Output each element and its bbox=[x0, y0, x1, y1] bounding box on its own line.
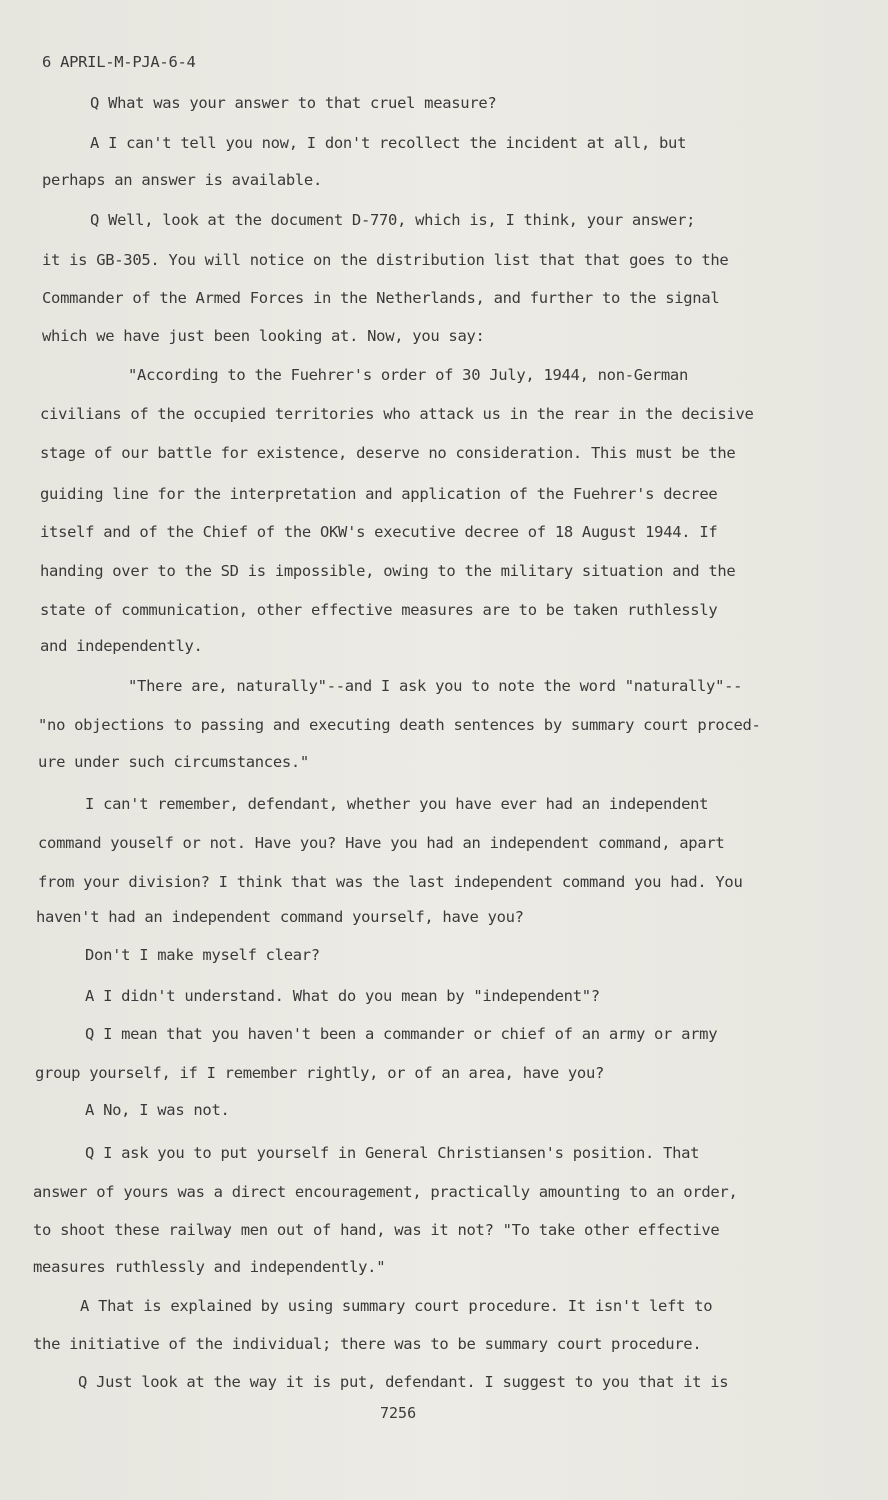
text-line: I can't remember, defendant, whether you have ever had an independent bbox=[85, 795, 709, 813]
text-line: the initiative of the individual; there was to be summary court procedure. bbox=[33, 1335, 702, 1353]
text-line: command youself or not. Have you? Have you had an independent command, apart bbox=[38, 834, 725, 852]
text-line: A No, I was not. bbox=[85, 1101, 230, 1119]
text-line: to shoot these railway men out of hand, was it not? "To take other effective bbox=[33, 1221, 720, 1239]
text-line: answer of yours was a direct encouragement, practically amounting to an order, bbox=[33, 1183, 738, 1201]
text-line: Commander of the Armed Forces in the Netherlands, and further to the signal bbox=[42, 289, 720, 307]
text-line: A I can't tell you now, I don't recollect the incident at all, but bbox=[90, 134, 687, 152]
quote-line: guiding line for the interpretation and application of the Fuehrer's decree bbox=[40, 485, 718, 503]
quote-line: state of communication, other effective measures are to be taken ruthlessly bbox=[40, 601, 718, 619]
text-line: A That is explained by using summary court procedure. It isn't left to bbox=[80, 1297, 713, 1315]
quote-line: "According to the Fuehrer's order of 30 July, 1944, non-German bbox=[128, 366, 688, 384]
text-line: Q Just look at the way it is put, defendant. I suggest to you that it is bbox=[78, 1373, 729, 1391]
text-line: Q What was your answer to that cruel measure? bbox=[90, 94, 497, 112]
document-header: 6 APRIL-M-PJA-6-4 bbox=[42, 53, 196, 71]
text-line: A I didn't understand. What do you mean by "independent"? bbox=[85, 987, 600, 1005]
text-line: it is GB-305. You will notice on the distribution list that that goes to the bbox=[42, 251, 729, 269]
text-line: from your division? I think that was the last independent command you had. You bbox=[38, 873, 743, 891]
text-line: haven't had an independent command yourself, have you? bbox=[36, 908, 524, 926]
text-line: Q I mean that you haven't been a commander or chief of an army or army bbox=[85, 1025, 718, 1043]
quote-line: ure under such circumstances." bbox=[38, 753, 309, 771]
text-line: measures ruthlessly and independently." bbox=[33, 1258, 386, 1276]
quote-line: "no objections to passing and executing death sentences by summary court proced- bbox=[38, 716, 761, 734]
text-line: Q Well, look at the document D-770, which is, I think, your answer; bbox=[90, 211, 696, 229]
quote-line: civilians of the occupied territories who attack us in the rear in the decisive bbox=[40, 405, 754, 423]
quote-line: handing over to the SD is impossible, owing to the military situation and the bbox=[40, 562, 736, 580]
text-line: Q I ask you to put yourself in General Christiansen's position. That bbox=[85, 1144, 700, 1162]
text-line: group yourself, if I remember rightly, or of an area, have you? bbox=[35, 1064, 605, 1082]
text-line: Don't I make myself clear? bbox=[85, 946, 320, 964]
text-line: perhaps an answer is available. bbox=[42, 171, 322, 189]
page-number: 7256 bbox=[380, 1404, 417, 1422]
quote-line: "There are, naturally"--and I ask you to note the word "naturally"-- bbox=[128, 677, 743, 695]
quote-line: stage of our battle for existence, deserve no consideration. This must be the bbox=[40, 444, 736, 462]
text-line: which we have just been looking at. Now, you say: bbox=[42, 327, 485, 345]
quote-line: and independently. bbox=[40, 637, 203, 655]
quote-line: itself and of the Chief of the OKW's executive decree of 18 August 1944. If bbox=[40, 523, 718, 541]
